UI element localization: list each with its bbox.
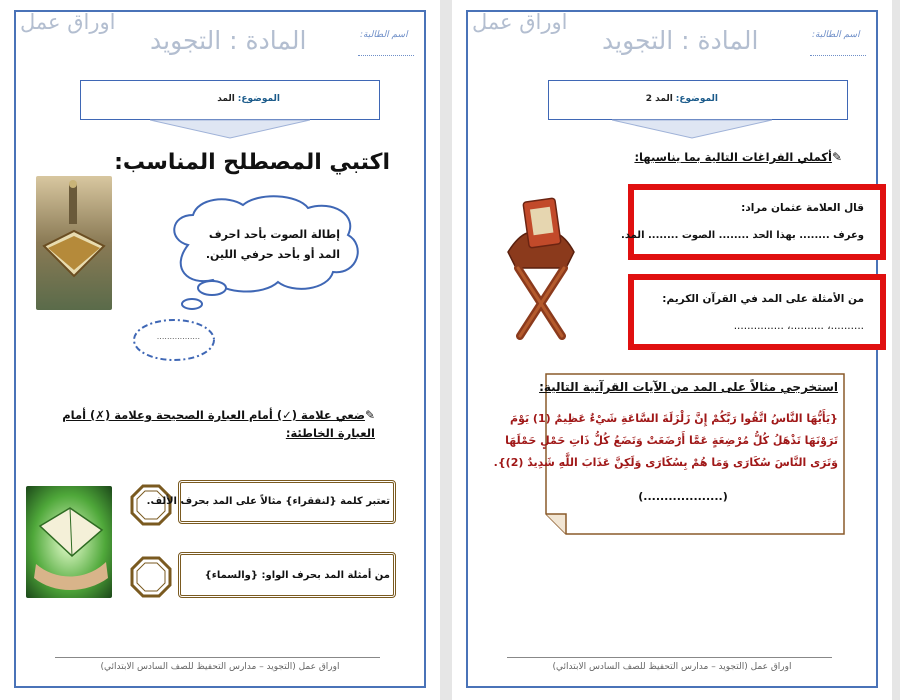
paper-note [493,372,846,536]
page-footer: اوراق عمل (التجويد – مدارس التحفيظ للصف السادس الابتدائي) [100,662,340,672]
worksheet-page-left [0,0,440,700]
box2-heading: من الأمثلة على المد في القرآن الكريم: [662,293,864,305]
quran-image [36,176,112,310]
page-footer: اوراق عمل (التجويد – مدارس التحفيظ للصف السادس الابتدائي) [552,662,792,672]
answer-octagon-2[interactable] [130,556,172,598]
footer-divider [507,657,832,658]
ayah-line-1: {يَأَيُّهَا النَّاسُ اتَّقُوا رَبَّكُمْ إِنَّ زَلْزَلَةَ السَّاعَةِ شَيْءٌ عَظِيمٌ (1) يَوْمَ [510,412,838,425]
student-name-label: اسم الطالبة: [360,30,408,40]
statement-text-1: تعتبر كلمة {لنفقراء} مثالاً على المد بحرف الألف. [146,496,390,507]
student-name-blank [810,55,866,56]
fill-blank-box-1 [621,184,886,260]
answer-blank[interactable]: ................. [156,332,200,341]
footer-divider [55,657,380,658]
ayah-line-3: وَتَرَى النَّاسَ سُكَارَى وَمَا هُمْ بِسُكَارَى وَلَكِنَّ عَذَابَ اللَّهِ شَدِيدٌ (2)}. [493,456,838,469]
topic-label: الموضوع: المد [217,94,280,104]
quran-hands-image [26,486,112,598]
arrow-down-icon [150,118,310,140]
pencil-icon: ✎ [364,408,375,422]
book-stand-image [504,190,578,340]
cloud-text-line1: إطالة الصوت بأحد احرف [208,228,340,241]
subject-title: المادة : التجويد [150,26,307,55]
pencil-icon: ✎ [831,150,842,164]
instruction-line1: ✎ضعي علامة (✓) أمام العبارة الصحيحة وعلامة (✗) أمام [62,408,375,422]
section-heading: اكتبي المصطلح المناسب: [114,150,390,175]
arrow-down-icon [612,118,772,140]
cloud-bubbles [130,278,250,368]
instruction-heading: ✎أكملي الفراغات التالية بما يناسبها: [634,150,842,164]
paper-heading: استخرجي مثالاً على المد من الآيات القرآنية التالية: [539,380,838,394]
box1-heading: قال العلامة عثمان مراد: [741,202,864,214]
answer-blank[interactable]: (...................) [638,490,728,503]
worksheets-title: اوراق عمل [472,10,568,34]
topic-label: الموضوع: المد 2 [645,94,718,104]
cloud-text-line2: المد أو بأحد حرفي اللين. [205,248,340,261]
fill-blank-box-2 [628,274,886,350]
worksheet-page-right [452,0,892,700]
statement-text-2: من أمثلة المد بحرف الواو: {والسماء} [204,570,390,581]
instruction-line2: العبارة الخاطئة: [285,426,375,440]
box1-blanks[interactable]: وعرف ........ بهذا الحد ........ الصوت ........ المد. [621,230,864,241]
subject-title: المادة : التجويد [602,26,759,55]
student-name-label: اسم الطالبة: [812,30,860,40]
box2-blanks[interactable]: ..........، ..........، ............... [733,320,864,332]
worksheets-title: اوراق عمل [20,10,116,34]
ayah-line-2: تَرَوْنَهَا تَذْهَلُ كُلُّ مُرْضِعَةٍ عَمَّا أَرْضَعَتْ وَتَضَعُ كُلُّ ذَاتِ حَمْلٍ حَمْلَهَا [505,434,838,447]
student-name-blank [358,55,414,56]
